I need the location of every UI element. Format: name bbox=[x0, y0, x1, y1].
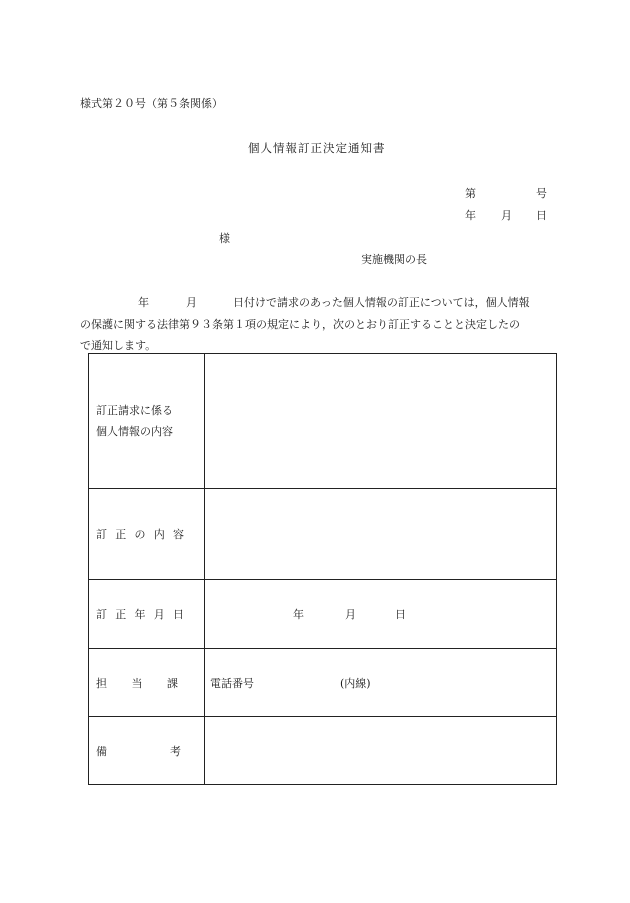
label-char: 備 bbox=[96, 744, 107, 758]
sender: 実施機関の長 bbox=[361, 253, 427, 266]
correction-date-day: 日 bbox=[395, 608, 406, 621]
request-content-label bbox=[89, 354, 205, 489]
request-content-label-line-1: 訂正請求に係る bbox=[96, 404, 173, 417]
form-number: 様式第２０号（第５条関係） bbox=[80, 97, 223, 110]
intro-line-2: の保護に関する法律第９３条第１項の規定により，次のとおり訂正することと決定したの bbox=[80, 318, 520, 331]
intro-line-3: で通知します。 bbox=[80, 339, 157, 352]
label-char: の bbox=[134, 528, 146, 541]
label-char: 訂 bbox=[96, 608, 107, 621]
label-char: 月 bbox=[153, 608, 165, 621]
remarks-label bbox=[89, 717, 205, 785]
issue-date-year: 年 bbox=[465, 209, 476, 222]
label-char: 当 bbox=[131, 676, 143, 690]
label-char: 担 bbox=[96, 676, 107, 690]
label-char: 容 bbox=[173, 528, 184, 541]
document-number-prefix: 第 bbox=[465, 187, 476, 200]
intro-line-1: 日付けで請求のあった個人情報の訂正については，個人情報 bbox=[233, 296, 530, 309]
addressee-suffix: 様 bbox=[219, 232, 230, 245]
correction-date-field[interactable] bbox=[205, 580, 557, 649]
table-row bbox=[89, 717, 557, 785]
label-char: 日 bbox=[173, 608, 184, 621]
table-row bbox=[89, 354, 557, 489]
table-row bbox=[89, 489, 557, 580]
label-char: 正 bbox=[115, 608, 127, 621]
request-content-field[interactable] bbox=[205, 354, 557, 489]
extension-label: (内線) bbox=[340, 676, 371, 690]
department-label bbox=[89, 649, 205, 717]
label-char: 内 bbox=[153, 528, 165, 541]
intro-month: 月 bbox=[186, 296, 197, 309]
phone-label: 電話番号 bbox=[210, 676, 254, 690]
correction-date-label bbox=[89, 580, 205, 649]
table-row bbox=[89, 649, 557, 717]
remarks-field[interactable] bbox=[205, 717, 557, 785]
correction-date-month: 月 bbox=[345, 608, 356, 621]
document-number-suffix: 号 bbox=[536, 187, 547, 200]
document-title: 個人情報訂正決定通知書 bbox=[248, 141, 386, 155]
label-char: 年 bbox=[134, 608, 146, 621]
label-char: 訂 bbox=[96, 528, 107, 541]
correction-form-table bbox=[88, 353, 557, 785]
issue-date-day: 日 bbox=[536, 209, 547, 222]
table-row bbox=[89, 580, 557, 649]
label-char: 考 bbox=[170, 744, 181, 758]
label-char: 正 bbox=[115, 528, 127, 541]
correction-date-year: 年 bbox=[293, 608, 304, 621]
label-char: 課 bbox=[167, 676, 178, 690]
issue-date-month: 月 bbox=[501, 209, 512, 222]
request-content-label-line-2: 個人情報の内容 bbox=[96, 425, 173, 438]
correction-content-label bbox=[89, 489, 205, 580]
correction-content-field[interactable] bbox=[205, 489, 557, 580]
intro-year: 年 bbox=[138, 296, 149, 309]
department-field[interactable] bbox=[205, 649, 557, 717]
